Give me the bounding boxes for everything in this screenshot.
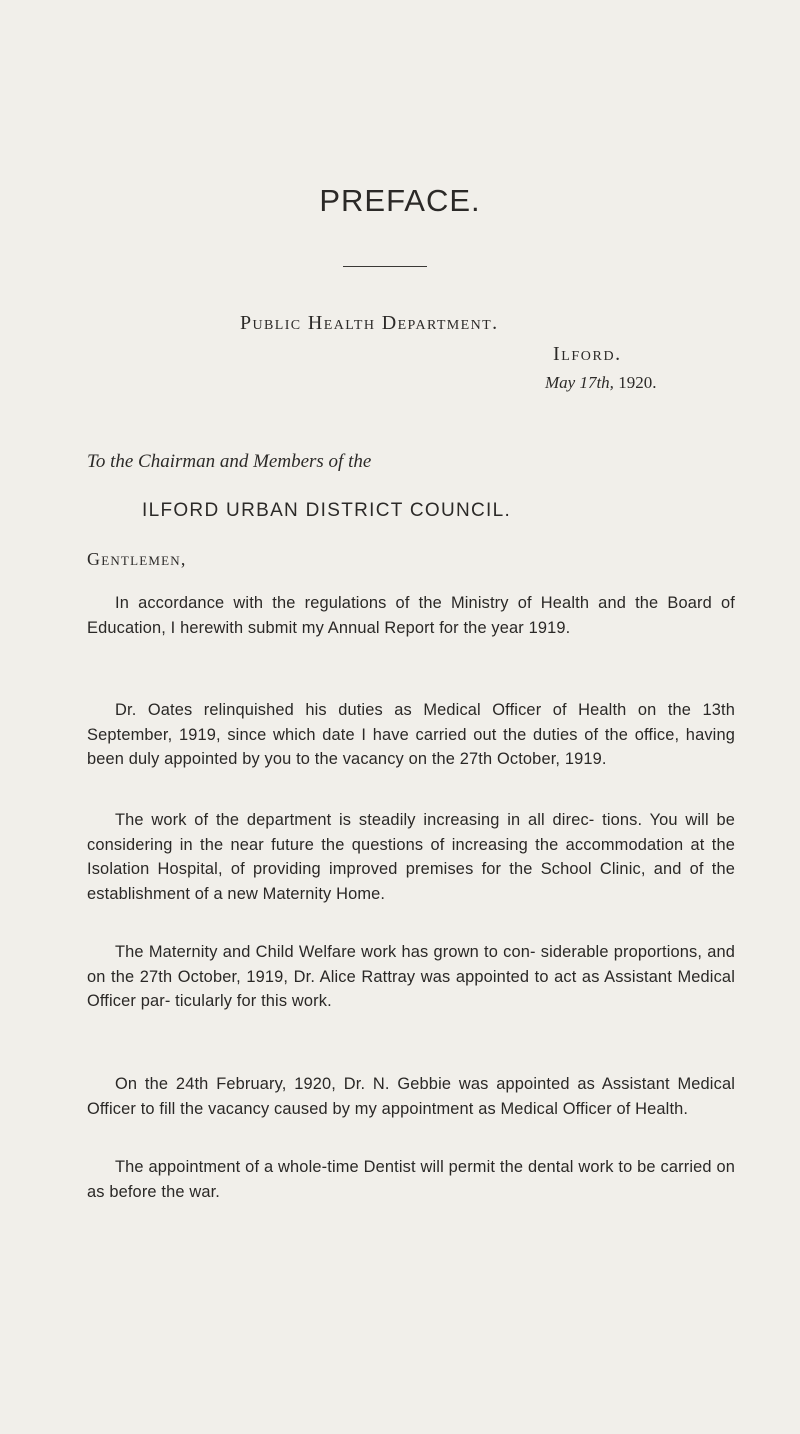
title-divider (343, 266, 427, 267)
salutation: Gentlemen, (87, 549, 187, 569)
paragraph: Dr. Oates relinquished his duties as Medical Officer of Health on the 13th September, 1919, since which date I have carried out the duties of the office, having been duly appointed by you to the vacancy on the 27th October, 1919. (87, 701, 735, 768)
paragraph: The Maternity and Child Welfare work has grown to con- siderable proportions, and on the 27th October, 1919, Dr. Alice Rattray was appointed to act as Assistant Medical Officer par- ticularly for this work. (87, 943, 735, 1010)
paragraph: In accordance with the regulations of the Ministry of Health and the Board of Education, I herewith submit my Annual Report for the year 1919. (87, 594, 735, 637)
paragraph: The appointment of a whole-time Dentist will permit the dental work to be carried on as before the war. (87, 1158, 735, 1201)
address-line: To the Chairman and Members of the (87, 451, 372, 472)
date-year: 1920. (613, 373, 657, 392)
paragraph: The work of the department is steadily increasing in all direc- tions. You will be considering in the near future the questions of increasing the accommodation at the Isolation Hospital, of providing improved premises for the School Clinic, and of the establishment of a new Maternity Home. (87, 811, 735, 903)
department-heading: Public Health Department. (240, 312, 499, 334)
date-day: May 17th, (545, 373, 614, 392)
council-name: ILFORD URBAN DISTRICT COUNCIL. (142, 500, 512, 521)
date-line (545, 373, 656, 393)
place-line: Ilford. (553, 343, 622, 365)
paragraph: On the 24th February, 1920, Dr. N. Gebbie was appointed as Assistant Medical Officer to fill the vacancy caused by my appointment as Medical Officer of Health. (87, 1075, 735, 1118)
page-title: PREFACE. (319, 183, 481, 218)
